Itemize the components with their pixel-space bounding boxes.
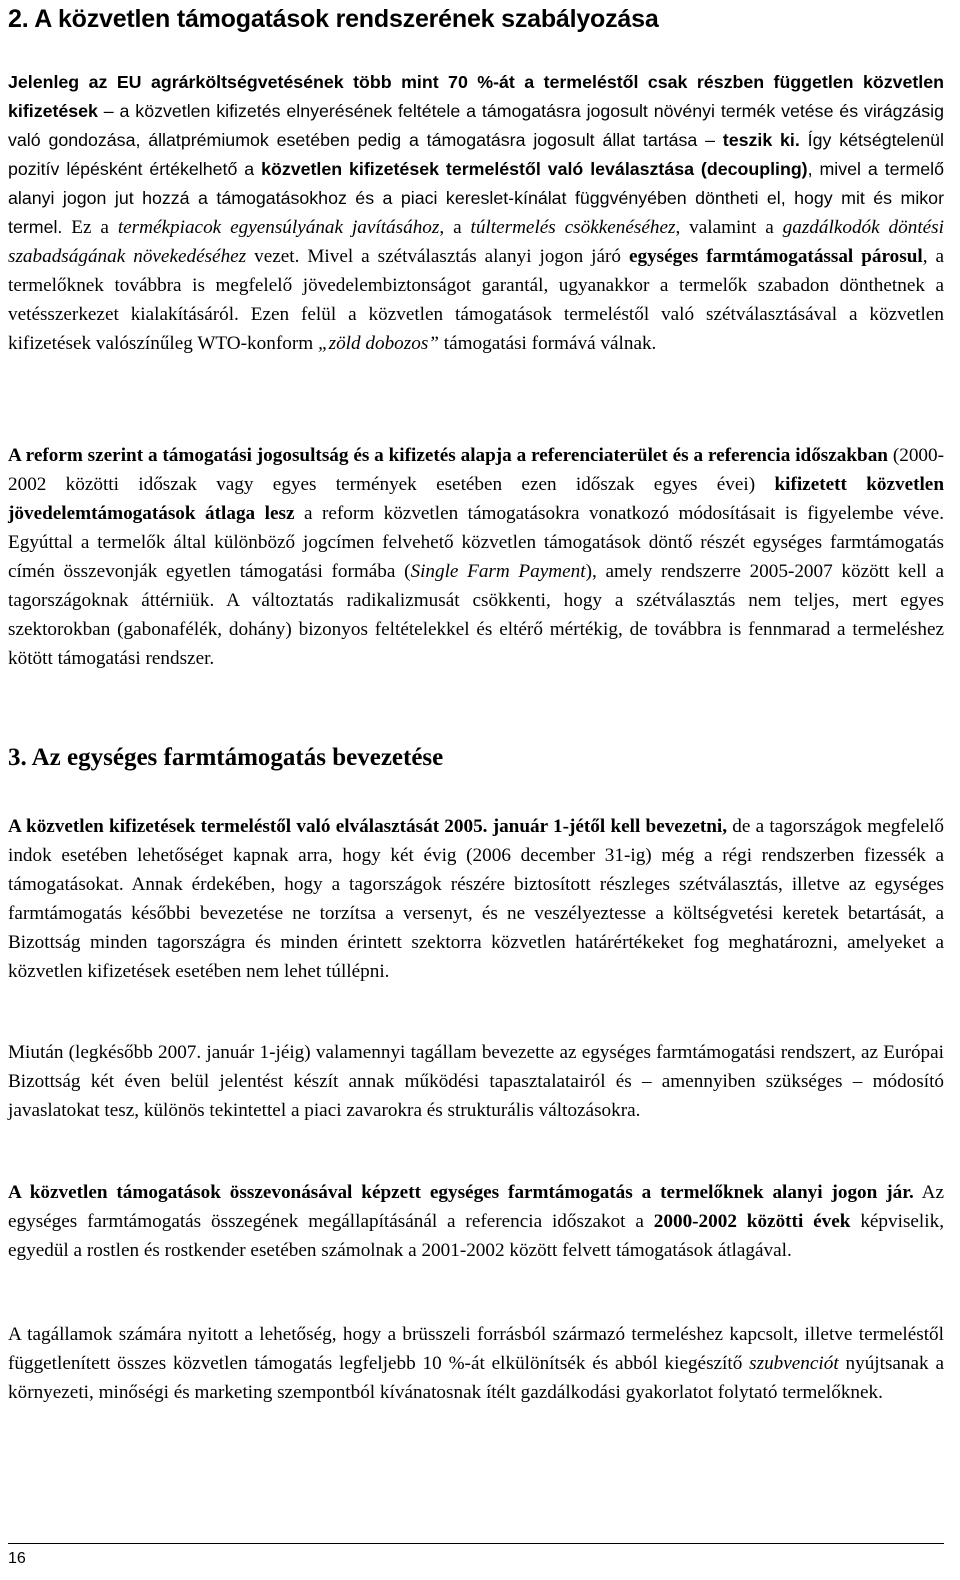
body-text: – a közvetlen kifizetés elnyerésének feltétele a támogatásra jogosult növényi termék vetése és virágzásig való gondozása, állatprémiumok esetében pedig a támogatásra jogosult állat tartása – [8, 101, 944, 150]
italic-text: túltermelés csökkenéséhez [470, 217, 676, 238]
body-text: Ez a [62, 217, 118, 238]
italic-text: gazdálkodók döntési szabadságának növekedéséhez [8, 217, 944, 267]
emphasis-text: A közvetlen kifizetések termeléstől való elválasztását 2005. január 1-jétől kell bevezetni, [8, 816, 728, 837]
emphasis-text: kifizetett közvetlen jövedelemtámogatások átlaga lesz [8, 474, 944, 524]
body-text: képviselik, egyedül a rostlen és rostkender esetében számolnak a 2001-2002 között felvett támogatások átlagával. [8, 1211, 944, 1261]
emphasis-text: Jelenleg az EU agrárköltségvetésének több mint 70 %-át a termeléstől csak részben független közvetlen kifizetések [8, 72, 944, 121]
emphasis-text: teszik ki. [722, 130, 800, 150]
body-text: Az egységes farmtámogatás összegének megállapításánál a referencia időszakot a [8, 1182, 944, 1232]
body-text: vezet. Mivel a szétválasztás alanyi jogon járó [246, 246, 629, 267]
emphasis-text: A reform szerint a támogatási jogosultság és a kifizetés alapja a referenciaterület és a referencia időszakban [8, 445, 888, 466]
body-text: nyújtsanak a környezeti, minőségi és marketing szempontból kívánatosnak ítélt gazdálkodási gyakorlatot folytató termelőknek. [8, 1353, 944, 1403]
italic-text: termékpiacok egyensúlyának javításához [117, 217, 440, 238]
body-text: ), amely rendszerre 2005-2007 között kell a tagországoknak áttérniük. A változtatás radikalizmusát csökkenti, hogy a szétválasztás nem teljes, mert egyes szektorokban (gabonafélék, dohány) bizonyos feltételekkel és eltérő mértékig, de továbbra is fennmarad a termeléshez kötött támogatási rendszer. [8, 561, 944, 669]
emphasis-text: közvetlen kifizetések termeléstől való leválasztása (decoupling) [261, 159, 808, 179]
italic-text: „zöld dobozos” [317, 333, 439, 354]
body-text: Miután (legkésőbb 2007. január 1-jéig) valamennyi tagállam bevezette az egységes farmtámogatási rendszert, az Európai Bizottság két éven belül jelentést készít annak működési tapasztalatairól és – amennyiben szükséges – módosító javaslatokat tesz, különös tekintettel a piaci zavarokra és strukturális változásokra. [8, 1042, 944, 1121]
body-text: a reform közvetlen támogatásokra vonatkozó módosításait is figyelembe véve. Egyúttal a termelők által különböző jogcímen felvehető közvetlen támogatások döntő részét egységes farmtámogatás címén összevonják egyetlen támogatási formába ( [8, 503, 944, 582]
section-3-heading: 3. Az egységes farmtámogatás bevezetése [8, 744, 444, 771]
page-number: 16 [8, 1550, 26, 1567]
paragraph-introduction-date [8, 812, 944, 986]
emphasis-text: 2000-2002 közötti évek [653, 1211, 851, 1232]
emphasis-text: A közvetlen támogatások összevonásával képzett egységes farmtámogatás a termelőknek alanyi jogon jár. [8, 1182, 914, 1203]
body-text: de a tagországok megfelelő indok esetében lehetőséget kapnak arra, hogy két évig (2006 december 31-ig) még a régi rendszerben fizessék a támogatásokat. Annak érdekében, hogy a tagországok részére biztosított részleges szétválasztás, illetve az egységes farmtámogatás későbbi bevezetése ne torzítsa a versenyt, és ne veszélyeztesse a költségvetési keretek betartását, a Bizottság minden tagországra és minden érintett szektorra közvetlen határértékeket fog meghatározni, amelyeket a közvetlen kifizetések esetében nem lehet túllépni. [8, 816, 944, 982]
body-text: , a [439, 217, 471, 238]
body-text: támogatási formává válnak. [438, 333, 657, 354]
footer-divider [8, 1543, 944, 1544]
body-text: , valamint a [675, 217, 783, 238]
emphasis-text: egységes farmtámogatással párosul [628, 246, 923, 267]
paragraph-decoupling [8, 68, 944, 358]
section-2-heading: 2. A közvetlen támogatások rendszerének szabályozása [8, 5, 659, 33]
paragraph-member-state-option [8, 1320, 944, 1407]
paragraph-reference-period [8, 1178, 944, 1265]
body-text: (2000-2002 közötti időszak vagy egyes termények esetében ezen időszak egyes évei) [8, 445, 944, 495]
paragraph-reform-basis [8, 441, 944, 673]
body-text: , mivel a termelő alanyi jogon jut hozzá a támogatásokhoz és a piaci kereslet-kínálat függvényében döntheti el, hogy mit és mikor termel. [8, 159, 944, 237]
italic-text: Single Farm Payment [410, 561, 586, 582]
body-text: , a termelőknek továbbra is megfelelő jövedelembiztonságot garantál, ugyanakkor a termelők szabadon dönthetnek a vetésszerkezet kialakításáról. Ezen felül a közvetlen támogatások termeléstől való szétválasztásával a közvetlen kifizetések valószínűleg WTO-konform [8, 246, 945, 354]
italic-text: szubvenciót [749, 1353, 839, 1374]
body-text: A tagállamok számára nyitott a lehetőség, hogy a brüsszeli forrásból származó termeléshez kapcsolt, illetve termeléstől függetlenített összes közvetlen támogatás legfeljebb 10 %-át elkülönítsék és abból kiegészítő [8, 1324, 944, 1374]
body-text: Így kétségtelenül pozitív lépésként értékelhető a [8, 130, 944, 179]
paragraph-commission-report [8, 1038, 944, 1125]
